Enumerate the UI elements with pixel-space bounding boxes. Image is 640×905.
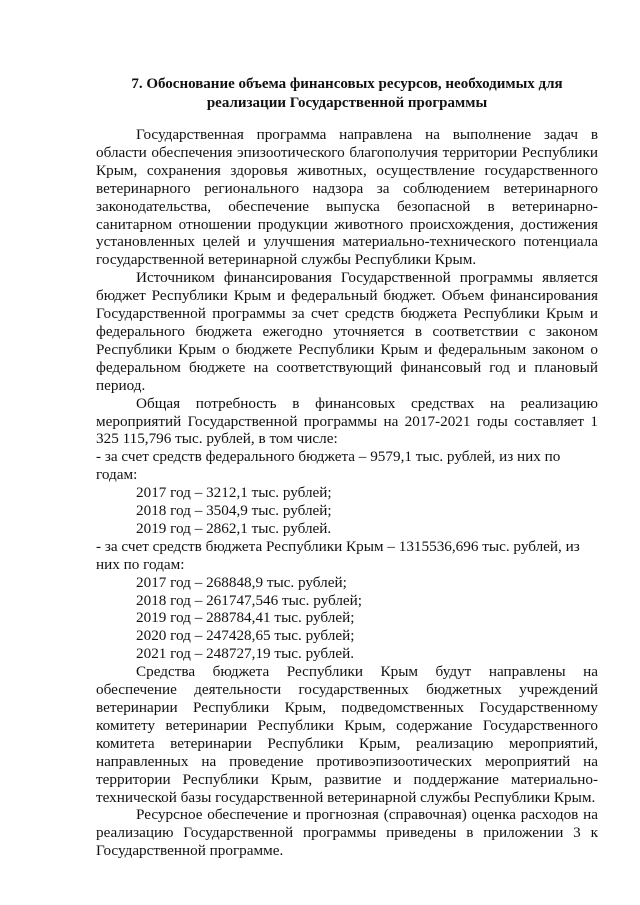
paragraph-regional-funds-use: Средства бюджета Республики Крым будут направлены на обеспечение деятельности государственных бюджетных учреждений ветеринарии Республики Крым, подведомственных Государственному комитету ветеринарии Республики Крым, содержание Государственного комитета ветеринарии Республики Крым, реализацию мероприятий, направленных на проведение противоэпизоотических мероприятий на территории Республики Крым, развитие и поддержание материально-технической базы государственной ветеринарной службы Республики Крым. <box>96 663 598 806</box>
paragraph-total-need: Общая потребность в финансовых средствах на реализацию мероприятий Государственной программы на 2017-2021 годы составляет 1 325 115,796 тыс. рублей, в том числе: <box>96 394 598 448</box>
federal-year-2019: 2019 год – 2862,1 тыс. рублей. <box>136 519 332 537</box>
regional-year-2020: 2020 год – 247428,65 тыс. рублей; <box>136 627 355 645</box>
regional-year-2018: 2018 год – 261747,546 тыс. рублей; <box>136 591 363 609</box>
regional-year-2021: 2021 год – 248727,19 тыс. рублей. <box>136 645 354 663</box>
section-heading <box>96 75 598 113</box>
document-body <box>96 126 598 860</box>
paragraph-goals: Государственная программа направлена на выполнение задач в области обеспечения эпизоотического благополучия территории Республики Крым, сохранения здоровья животных, осуществление государственного ветеринарного регионального надзора за соблюдением ветеринарного законодательства, обеспечение выпуска безопасной в ветеринарно-санитарном отношении продукции животного происхождения, достижения установленных целей и улучшения материально-технического потенциала государственной ветеринарной службы Республики Крым. <box>96 126 598 269</box>
regional-year-2017: 2017 год – 268848,9 тыс. рублей; <box>136 573 347 591</box>
federal-year-2017: 2017 год – 3212,1 тыс. рублей; <box>136 484 332 502</box>
regional-year-2019: 2019 год – 288784,41 тыс. рублей; <box>136 609 355 627</box>
federal-budget-intro: - за счет средств федерального бюджета – 9579,1 тыс. рублей, из них по годам: <box>96 448 561 484</box>
paragraph-resource-provision: Ресурсное обеспечение и прогнозная (справочная) оценка расходов на реализацию Государственной программы приведены в приложении 3 к Государственной программе. <box>96 806 598 860</box>
heading-line-1: 7. Обоснование объема финансовых ресурсов, необходимых для <box>131 76 563 92</box>
heading-line-2: реализации Государственной программы <box>206 95 488 111</box>
paragraph-funding-sources: Источником финансирования Государственной программы является бюджет Республики Крым и федеральный бюджет. Объем финансирования Государственной программы за счет средств бюджета Республики Крым и федерального бюджета ежегодно уточняется в соответствии с законом Республики Крым о бюджете Республики Крым и федеральным законом о федеральном бюджете на соответствующий финансовый год и плановый период. <box>96 269 598 394</box>
federal-year-2018: 2018 год – 3504,9 тыс. рублей; <box>136 502 332 520</box>
regional-budget-intro: - за счет средств бюджета Республики Крым – 1315536,696 тыс. рублей, из них по годам: <box>96 537 580 573</box>
